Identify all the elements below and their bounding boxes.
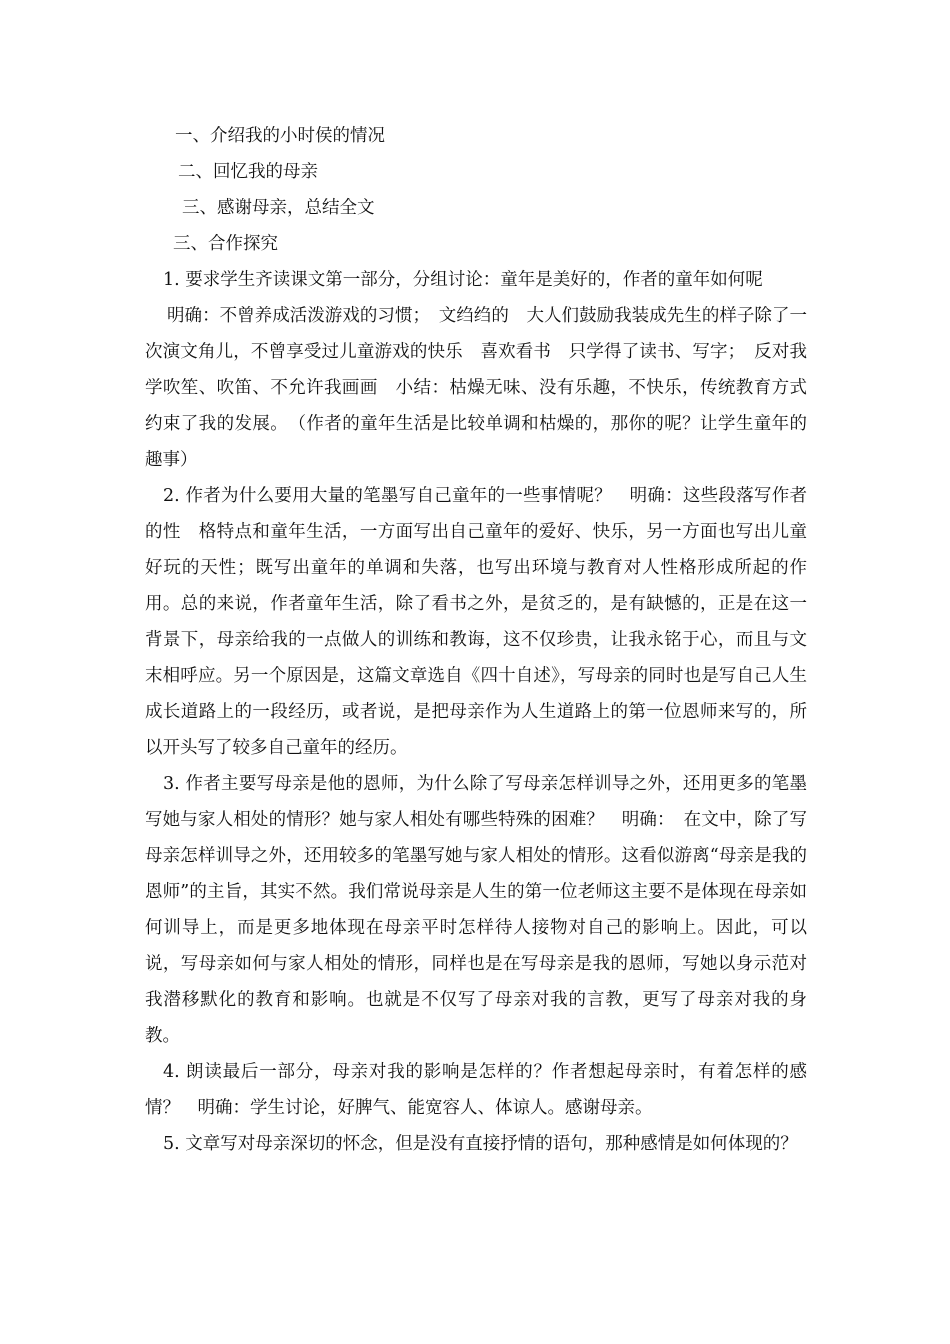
outline-item-2: 二、回忆我的母亲 bbox=[178, 162, 318, 182]
outline-item-3: 三、感谢母亲，总结全文 bbox=[182, 198, 375, 218]
question-1: 1. 要求学生齐读课文第一部分，分组讨论：童年是美好的，作者的童年如何呢 bbox=[163, 270, 763, 290]
section-heading: 三、合作探究 bbox=[173, 234, 278, 254]
question-3: 3. 作者主要写母亲是他的恩师，为什么除了写母亲怎样训导之外，还用更多的笔墨写她与家人相处的情形？她与家人相处有哪些特殊的困难？ 明确： 在文中，除了写母亲怎样训导之外，还用较多的笔墨写她与家人相处的情形。这看似游离“母亲是我的恩师”的主旨，其实不然。我们常说母亲是人生的第一位老师这主要不是体现在母亲如何训导上，而是更多地体现在母亲平时怎样待人接物对自己的影响上。因此，可以说，写母亲如何与家人相处的情形，同样也是在写母亲是我的恩师，写她以身示范对我潜移默化的教育和影响。也就是不仅写了母亲对我的言教，更写了母亲对我的身教。 bbox=[145, 774, 807, 1046]
question-5: 5. 文章写对母亲深切的怀念，但是没有直接抒情的语句，那种感情是如何体现的？ bbox=[163, 1134, 798, 1154]
question-2: 2. 作者为什么要用大量的笔墨写自己童年的一些事情呢？ 明确：这些段落写作者的性 格特点和童年生活，一方面写出自己童年的爱好、快乐，另一方面也写出儿童好玩的天性；既写出童年的单调和失落，也写出环境与教育对人性格形成所起的作用。总的来说，作者童年生活，除了看书之外，是贫乏的，是有缺憾的，正是在这一背景下，母亲给我的一点做人的训练和教诲，这不仅珍贵，让我永铭于心，而且与文末相呼应。另一个原因是，这篇文章选自《四十自述》，写母亲的同时也是写自己人生成长道路上的一段经历，或者说，是把母亲作为人生道路上的第一位恩师来写的，所以开头写了较多自己童年的经历。 bbox=[145, 486, 807, 758]
outline-item-1: 一、介绍我的小时侯的情况 bbox=[175, 126, 385, 146]
question-4: 4. 朗读最后一部分，母亲对我的影响是怎样的？作者想起母亲时，有着怎样的感情？ 明确：学生讨论，好脾气、能宽容人、体谅人。感谢母亲。 bbox=[145, 1062, 807, 1118]
document-page bbox=[145, 118, 807, 1162]
answer-1: 明确：不曾养成活泼游戏的习惯； 文绉绉的 大人们鼓励我装成先生的样子除了一次演文角儿，不曾享受过儿童游戏的快乐 喜欢看书 只学得了读书、写字； 反对我学吹笙、吹笛、不允许我画画 小结：枯燥无味、没有乐趣，不快乐，传统教育方式约束了我的发展。 （作者的童年生活是比较单调和枯燥的，那你的呢？让学生童年的趣事） bbox=[145, 306, 807, 470]
